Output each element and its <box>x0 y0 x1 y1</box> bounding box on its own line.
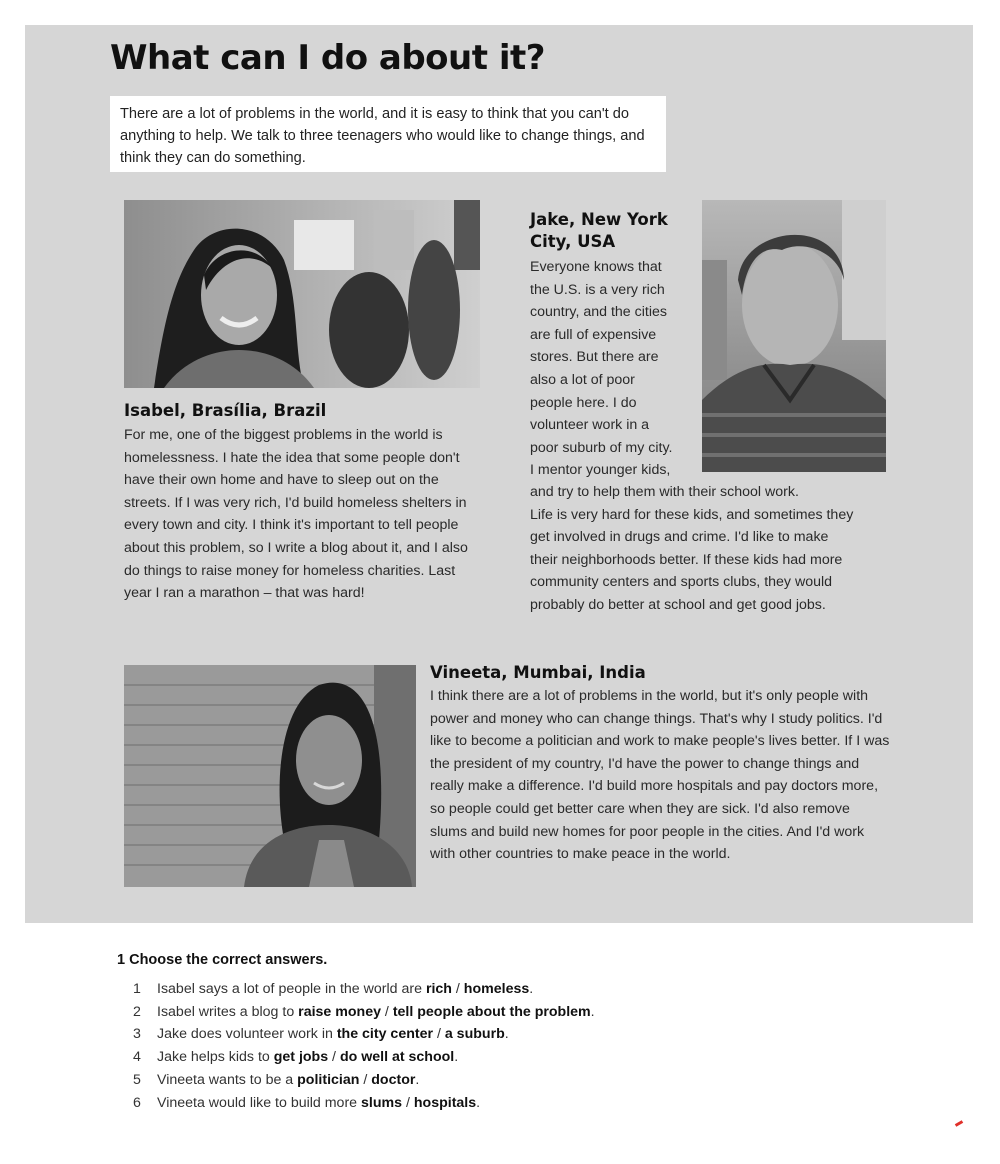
jake-text-bottom <box>530 481 890 617</box>
isabel-photo <box>124 200 480 388</box>
item-end: . <box>476 1094 481 1111</box>
jake-line: poor suburb of my city. <box>530 439 673 456</box>
item-number: 6 <box>133 1094 141 1111</box>
jake-text-top <box>530 256 702 482</box>
item-number: 4 <box>133 1049 141 1066</box>
option-separator: / <box>451 981 464 997</box>
option-b[interactable]: hospitals <box>413 1094 477 1111</box>
exercise-item <box>133 1046 595 1069</box>
option-separator: / <box>402 1094 414 1111</box>
item-end: . <box>590 1003 595 1020</box>
vineeta-photo <box>124 665 416 887</box>
option-a[interactable]: the city center <box>336 1026 434 1043</box>
jake-line: their neighborhoods better. If these kids had more <box>530 551 843 568</box>
option-a[interactable]: get jobs <box>273 1049 329 1066</box>
exercise-item <box>133 978 595 1001</box>
jake-line: community centers and sports clubs, they would <box>530 574 833 591</box>
item-number: 3 <box>133 1026 141 1043</box>
option-a[interactable]: raise money <box>298 1003 381 1020</box>
exercise-title: 1 Choose the correct answers. <box>117 952 328 968</box>
jake-line: and try to help them with their school work. <box>530 484 799 500</box>
jake-line: Life is very hard for these kids, and sometimes they <box>530 506 854 523</box>
item-number: 2 <box>133 1003 141 1020</box>
item-end: . <box>415 1071 420 1088</box>
option-separator: / <box>380 1003 393 1020</box>
item-stem: Isabel says a lot of people in the world are <box>157 981 426 997</box>
exercise-item <box>133 1069 595 1092</box>
jake-line: people here. I do <box>530 394 637 411</box>
option-a[interactable]: slums <box>361 1094 403 1111</box>
option-b[interactable]: tell people about the problem <box>392 1003 591 1020</box>
isabel-name: Isabel, Brasília, Brazil <box>124 401 327 420</box>
red-mark <box>955 1120 963 1127</box>
jake-line: also a lot of poor <box>530 371 635 388</box>
exercise-list <box>133 978 595 1114</box>
jake-line: get involved in drugs and crime. I'd like to make <box>530 529 829 546</box>
item-number: 5 <box>133 1071 141 1088</box>
isabel-text: For me, one of the biggest problems in the world is homelessness. I hate the idea that some people don't have their own home and have to sleep out on the streets. If I was very rich, I'd build homeless shelters in every town and city. I think it's important to tell people about this problem, so I write a blog about it, and I also do things to raise money for homeless charities. Last year I ran a marathon – that was hard! <box>124 427 468 602</box>
option-b[interactable]: doctor <box>371 1071 416 1088</box>
jake-line: probably do better at school and get good jobs. <box>530 596 826 613</box>
jake-line: are full of expensive <box>530 326 657 343</box>
exercise-item <box>133 1001 595 1024</box>
item-number: 1 <box>133 981 141 997</box>
option-separator: / <box>328 1049 340 1066</box>
item-end: . <box>454 1049 459 1066</box>
jake-line: stores. But there are <box>530 349 659 366</box>
jake-name-line2: City, USA <box>530 232 616 251</box>
jake-photo <box>702 200 886 472</box>
option-b[interactable]: do well at school <box>339 1049 455 1066</box>
jake-line: I mentor younger kids, <box>530 462 671 479</box>
jake-line: country, and the cities <box>530 304 667 321</box>
page-title: What can I do about it? <box>110 38 545 78</box>
jake-line: the U.S. is a very rich <box>530 281 665 298</box>
exercise-item <box>133 1092 595 1115</box>
option-separator: / <box>433 1026 445 1043</box>
jake-name-line1: Jake, New York <box>530 210 668 229</box>
option-separator: / <box>359 1071 372 1088</box>
exercise-item <box>133 1023 595 1046</box>
jake-line: Everyone knows that <box>530 259 662 275</box>
item-stem: Jake helps kids to <box>157 1049 274 1066</box>
intro-box: There are a lot of problems in the world, and it is easy to think that you can't do anything to help. We talk to three teenagers who would like to change things, and think they can do something. <box>110 96 666 172</box>
item-stem: Vineeta would like to build more <box>157 1094 362 1111</box>
item-stem: Jake does volunteer work in <box>157 1026 337 1043</box>
option-a[interactable]: rich <box>425 981 452 997</box>
jake-line: volunteer work in a <box>530 417 650 434</box>
item-stem: Vineeta wants to be a <box>157 1071 298 1088</box>
vineeta-name: Vineeta, Mumbai, India <box>430 663 646 682</box>
option-a[interactable]: politician <box>297 1071 360 1088</box>
option-b[interactable]: a suburb <box>444 1026 505 1043</box>
item-stem: Isabel writes a blog to <box>157 1003 299 1020</box>
option-b[interactable]: homeless <box>463 981 530 997</box>
jake-name <box>530 209 668 253</box>
vineeta-text: I think there are a lot of problems in the world, but it's only people with power and money who can change things. That's why I study politics. I'd like to become a politician and work to make people's lives better. If I was the president of my country, I'd have the power to change things and really make a difference. I'd build more hospitals and pay doctors more, so people could get better care when they are sick. I'd also remove slums and build new homes for poor people in the cities. And I'd work with other countries to make peace in the world. <box>430 688 890 863</box>
item-end: . <box>504 1026 509 1043</box>
item-end: . <box>529 981 534 997</box>
